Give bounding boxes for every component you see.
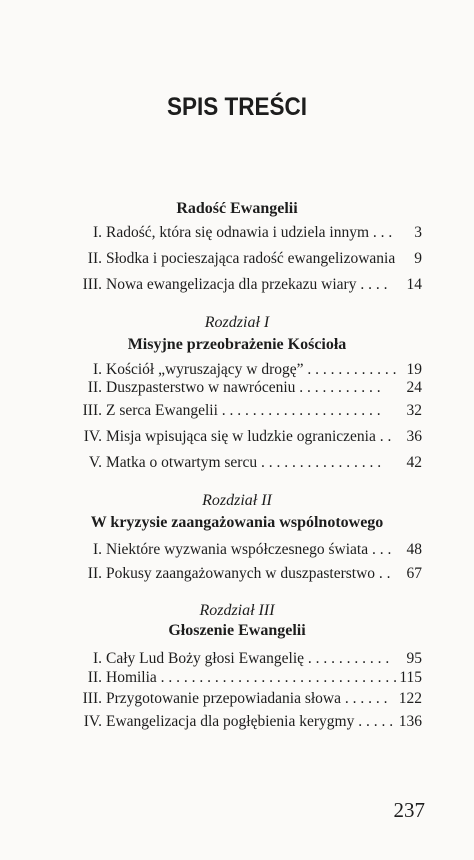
- toc-entry[interactable]: [72, 563, 422, 585]
- entry-number: III.: [82, 402, 102, 419]
- entry-number: I.: [92, 650, 102, 667]
- toc-entry[interactable]: [72, 377, 422, 399]
- toc-entry[interactable]: [72, 248, 422, 270]
- entry-text: Ewangelizacja dla pogłębienia kerygmy . . . . .: [106, 713, 394, 730]
- entry-number: IV.: [83, 713, 102, 730]
- entry-page: 9: [414, 250, 422, 267]
- entry-text: Radość, która się odnawia i udziela innym . . .: [106, 224, 393, 241]
- toc-entry[interactable]: [72, 400, 422, 422]
- entry-page: 136: [398, 713, 422, 730]
- entry-page: 95: [406, 650, 422, 667]
- toc-entry[interactable]: [72, 667, 422, 689]
- entry-text: Kościół „wyruszający w drogę” . . . . . . . . . . . .: [106, 361, 397, 378]
- entry-text: Misja wpisująca się w ludzkie ograniczenia . .: [106, 428, 392, 445]
- chapter-label: Rozdział III: [199, 602, 275, 619]
- entry-page: 14: [406, 276, 422, 293]
- entry-page: 24: [406, 379, 422, 396]
- toc-entry[interactable]: [72, 688, 422, 710]
- page-number: 237: [393, 798, 425, 822]
- chapter-label: Rozdział I: [204, 314, 270, 331]
- entry-text: Cały Lud Boży głosi Ewangelię . . . . . . . . . . .: [106, 650, 390, 667]
- entry-page: 42: [406, 454, 422, 471]
- entry-page: 115: [399, 669, 422, 686]
- entry-number: V.: [88, 454, 102, 471]
- entry-number: I.: [92, 541, 102, 558]
- entry-text: Niektóre wyzwania współczesnego świata . . .: [106, 541, 392, 558]
- entry-page: 19: [406, 361, 422, 378]
- section-title: Radość Ewangelii: [176, 200, 298, 217]
- entry-text: Homilia . . . . . . . . . . . . . . . . . . . . . . . . . . . . . . .: [106, 669, 398, 686]
- entry-number: II.: [87, 565, 102, 582]
- toc-entry[interactable]: [72, 711, 422, 733]
- entry-text: Słodka i pocieszająca radość ewangelizowania: [106, 250, 396, 267]
- toc-entry[interactable]: [72, 539, 422, 561]
- entry-text: Przygotowanie przepowiadania słowa . . . . . .: [106, 690, 388, 707]
- entry-number: IV.: [83, 428, 102, 445]
- entry-text: Nowa ewangelizacja dla przekazu wiary . . . .: [106, 276, 388, 293]
- chapter-label: Rozdział II: [202, 492, 272, 509]
- section-title: Głoszenie Ewangelii: [168, 622, 306, 639]
- entry-page: 3: [414, 224, 422, 241]
- entry-number: II.: [87, 669, 102, 686]
- entry-page: 32: [406, 402, 422, 419]
- entry-page: 122: [398, 690, 422, 707]
- entry-text: Z serca Ewangelii . . . . . . . . . . . . . . . . . . . . .: [106, 402, 381, 419]
- toc-entry[interactable]: [72, 274, 422, 296]
- entry-number: III.: [82, 690, 102, 707]
- entry-number: III.: [82, 276, 102, 293]
- entry-text: Matka o otwartym sercu . . . . . . . . . . . . . . . .: [106, 454, 382, 471]
- entry-page: 48: [406, 541, 422, 558]
- section-title: Misyjne przeobrażenie Kościoła: [127, 336, 347, 353]
- entry-number: II.: [87, 379, 102, 396]
- entry-number: II.: [87, 250, 102, 267]
- toc-entry[interactable]: [72, 426, 422, 448]
- entry-number: I.: [92, 224, 102, 241]
- entry-page: 36: [406, 428, 422, 445]
- entry-text: Duszpasterstwo w nawróceniu . . . . . . . . . . .: [106, 379, 381, 396]
- toc-entry[interactable]: [72, 222, 422, 244]
- toc-entry[interactable]: [72, 452, 422, 474]
- entry-page: 67: [406, 565, 422, 582]
- section-title: W kryzysie zaangażowania wspólnotowego: [90, 514, 384, 531]
- entry-text: Pokusy zaangażowanych w duszpasterstwo . .: [106, 565, 391, 582]
- entry-number: I.: [92, 361, 102, 378]
- page-title: SPIS TREŚCI: [166, 93, 308, 121]
